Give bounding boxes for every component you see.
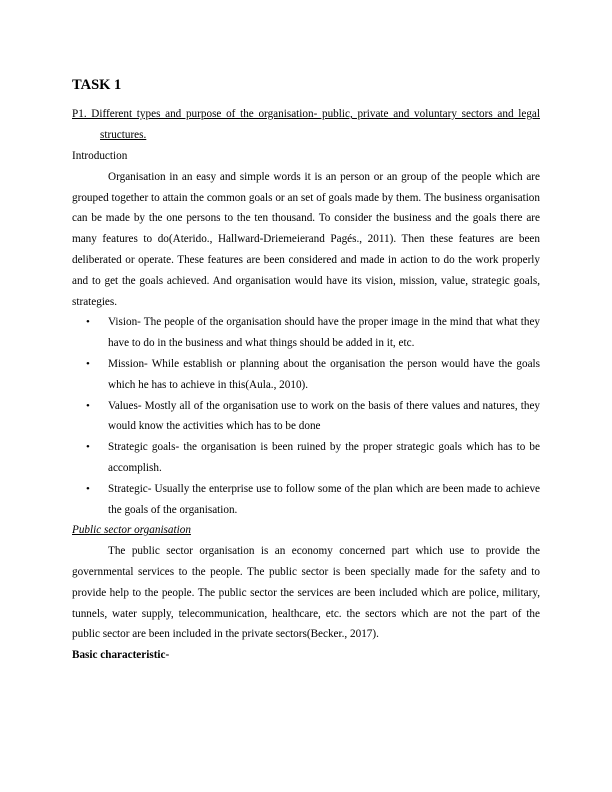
introduction-paragraph: Organisation in an easy and simple words it is an person or an group of the people which are grouped together to attain the common goals or an set of goals made by them. The business organisation can be made by the one persons to the ten thousand. To consider the business and the goals there are many features to do(Aterido., Hallward-Driemeierand Pagés., 2011). Then these features are been deliberated or operate. These features are been considered and made in action to do the work properly and to get the goals achieved. And organisation would have its vision, mission, value, strategic goals, strategies. bbox=[72, 170, 540, 308]
list-item-mission bbox=[72, 354, 540, 396]
bullet-icon: • bbox=[86, 316, 90, 329]
organisation-features-list bbox=[72, 312, 540, 520]
list-item-strategic bbox=[72, 479, 540, 521]
list-item-vision bbox=[72, 312, 540, 354]
list-item-strategic-goals bbox=[72, 437, 540, 479]
bullet-icon: • bbox=[86, 482, 90, 495]
bullet-icon: • bbox=[86, 399, 90, 412]
public-sector-paragraph: The public sector organisation is an economy concerned part which use to provide the governmental services to the people. The public sector is been specially made for the safety and to provide help to the people. The public sector the services are been included which are police, military, tunnels, water supply, telecommunication, healthcare, etc. the sectors which are not the part of the public sector are been included in the private sectors(Becker., 2017). bbox=[72, 545, 540, 641]
list-item-text: Mission- While establish or planning about the organisation the person would have the goals which he has to achieve in this(Aula., 2010). bbox=[108, 357, 540, 391]
introduction-label: Introduction bbox=[72, 150, 128, 162]
basic-characteristic-heading: Basic characteristic- bbox=[72, 649, 170, 662]
list-item-text: Strategic- Usually the enterprise use to follow some of the plan which are been made to achieve the goals of the organisation. bbox=[108, 482, 540, 516]
p1-heading: P1. Different types and purpose of the organisation- public, private and voluntary sectors and legal structures. bbox=[72, 108, 540, 141]
public-sector-heading: Public sector organisation bbox=[72, 524, 191, 537]
list-item-text: Values- Mostly all of the organisation use to work on the basis of there values and natures, they would know the activities which has to be done bbox=[108, 399, 540, 433]
body-flow bbox=[72, 146, 540, 666]
bullet-icon: • bbox=[86, 441, 90, 454]
list-item-text: Vision- The people of the organisation should have the proper image in the mind that what they have to do in the business and what things should be added in it, etc. bbox=[108, 316, 540, 350]
list-item-text: Strategic goals- the organisation is been ruined by the proper strategic goals which has to be accomplish. bbox=[108, 441, 540, 474]
task-title: TASK 1 bbox=[72, 77, 122, 93]
bullet-icon: • bbox=[86, 357, 90, 370]
list-item-values bbox=[72, 396, 540, 438]
